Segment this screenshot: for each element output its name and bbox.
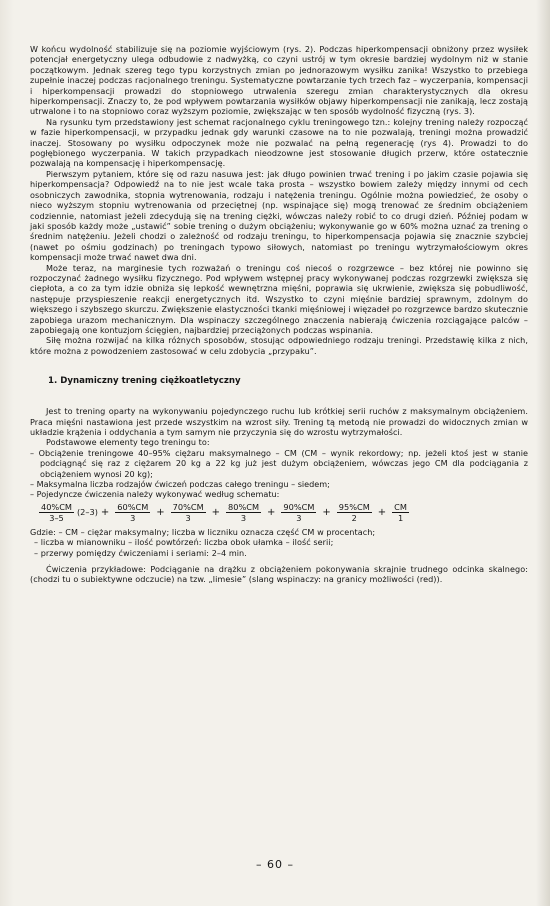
formula-fraction: $\frac{60\%CM}{3}$ — [117, 501, 149, 523]
list-item: – Pojedyncze ćwiczenia należy wykonywać według schematu: — [30, 489, 280, 500]
formula-plus: + — [211, 506, 221, 518]
paragraph-5: Siłę można rozwijać na kilka różnych sposobów, stosując odpowiedniego rodzaju treningi. Przedstawię kilka z nich, które można z powodzeniem zastosować w celu zdobycia „przypaku”. — [30, 335, 528, 356]
formula-plus: + — [377, 506, 387, 518]
paragraph-1: W końcu wydolność stabilizuje się na poziomie wyjściowym (rys. 2). Podczas hiperkompensacji obniżony przez wysiłek potencjał energetyczny ulega odbudowie z nadwyżką, co czyni ustrój w tym okresie bardziej wydolnym niż w stanie początkowym. Jednak szereg tego typu korzystnych zmian po jednorazowym wysiłku zanika! Wszystko to przebiega zupełnie inaczej podczas racjonalnego treningu. Systematyczne powtarzanie tych trzech faz – wyczerpania, kompensacji i hiperkompensacji prowadzi do stopniowego utrwalenia szeregu zmian charakterystycznych dla okresu hiperkompensacji. Znaczy to, że pod wpływem powtarzania wysiłków objawy hiperkompensacji nie zanikają, lecz zostają utrwalone i to na stopniowo coraz wyższym poziomie, zwiększając w ten sposób wydolność fizyczną (rys. 3). — [30, 44, 528, 117]
page-number: – 60 – — [256, 858, 294, 871]
formula-plus: + — [267, 506, 276, 518]
legend-line: – liczba w mianowniku – ilość powtórzeń: liczba obok ułamka – ilość serii; — [34, 537, 334, 548]
training-elements-list — [30, 448, 528, 500]
formula-plus: + — [156, 506, 165, 518]
paragraph-8: Ćwiczenia przykładowe: Podciąganie na drążku z obciążeniem pokonywania skrajnie trudnego odcinka skalnego: (chodzi tu o subiektywne odczucie) na tzw. „limesie” (slang wspinaczy: na granicy możliwości (red)). — [30, 564, 528, 585]
paragraph-2: Na rysunku tym przedstawiony jest schemat racjonalnego cyklu treningowego tzn.: kolejny trening należy rozpocząć w fazie hiperkompensacji, w przypadku jednak gdy warunki czasowe na to nie pozwalają, treningi można prowadzić inaczej. Stosowany po wysiłku odpoczynek może nie pozwalać na pełną regenerację (rys 4). Prowadzi to do pogłębionego wyczerpania. W takich przypadkach nieodzowne jest stosowanie długich przerw, które ostatecznie pozwalają na kompensację i hiperkompensację. — [30, 116, 528, 169]
list-item: – Obciążenie treningowe 40–95% ciężaru maksymalnego – CM (CM – wynik rekordowy; np. jeżeli ktoś jest w stanie podciągnąć się raz z ciężarem 20 kg a 22 kg już jest dużym obciążeniem, wówczas jego CM dla podciągania z obciążeniem wynosi 20 kg); — [30, 447, 528, 479]
list-item: – Maksymalna liczba rodzajów ćwiczeń podczas całego treningu – siedem; — [30, 479, 330, 490]
formula-fraction: $\frac{70\%CM}{3}$ — [172, 501, 204, 523]
formula-fraction: $\frac{CM}{1}$ — [394, 501, 407, 523]
formula-plus: + — [322, 506, 331, 518]
formula-series: (2–3) — [76, 507, 98, 518]
paragraph-4: Może teraz, na marginesie tych rozważań o treningu coś niecoś o rozgrzewce – bez której nie powinno się rozpoczynać żadnego wysiłku fizycznego. Pod wpływem wstępnej pracy wykonywanej podczas rozgrzewki zwiększa się ciepłota, a co za tym idzie obniża się lepkość wewnętrzna mięśni, poprawia się ukrwienie, zwiększa się pobudliwość, następuje przyspieszenie reakcji energetycznych itd. Wszystko to czyni mięśnie bardziej sprawnym, zdolnym do większego i szybszego skurczu. Zwiększenie elastyczności tkanki mięśniowej i więzadeł po rozgrzewce bardzo skutecznie zapobiega urazom mechanicznym. Dla wspinaczy szczególnego znaczenia nabierają ćwiczenia rozciągające palców – zapobiegają one kontuzjom ścięgien, najbardziej przeciążonych podczas wspinania. — [30, 262, 528, 335]
paragraph-6: Jest to trening oparty na wykonywaniu pojedynczego ruchu lub krótkiej serii ruchów z maksymalnym obciążeniem. Praca mięśni nastawiona jest przede wszystkim na wzrost siły. Trening tą metodą nie prowadzi do widocznych zmian w układzie krążenia i oddychania a tym samym nie przyczynia się do wzrostu wytrzymałości. — [30, 406, 528, 437]
formula-plus: + — [100, 506, 110, 518]
legend-line: Gdzie: – CM – ciężar maksymalny; liczba w liczniku oznacza część CM w procentach; — [30, 526, 376, 537]
section-heading: 1. Dynamiczny trening ciężkoatletyczny — [48, 376, 241, 387]
formula-fraction: $\frac{90\%CM}{3}$ — [283, 501, 315, 523]
formula-fraction: $\frac{80\%CM}{3}$ — [228, 501, 260, 523]
formula-fraction: $\frac{40\%CM}{3-5}$ — [41, 501, 72, 523]
training-formula — [36, 502, 528, 523]
paragraph-3: Pierwszym pytaniem, które się od razu nasuwa jest: jak długo powinien trwać trening i po jakim czasie pojawia się hiperkompensacja? Odpowiedź na to nie jest wcale taka prosta – wszystko bowiem zależy między innymi od cech osobniczych zawodnika, stopnia wytrenowania, rodzaju i natężenia treningu. Ogólnie można powiedzieć, że osoby o nieco wyższym stopniu wytrenowania od przeciętnej (np. wspinające się) mogą trenować ze średnim obciążeniem codziennie, natomiast jeżeli zdecydują się na trening ciężki, wówczas należy robić to co drugi dzień. Później podam w jaki sposób każdy może „ustawić” sobie trening o dużym obciążeniu; wykonywanie go w 60% można uznać za trening o średnim natężeniu. Jeżeli chodzi o zależność od rodzaju treningu, to hiperkompensacja pojawia się znacznie szybciej (nawet po ośmiu godzinach) po treningach typowo siłowych, natomiast po treningu wytrzymałościowym okres kompensacji może trwać nawet dwa dni. — [30, 168, 528, 263]
legend-line: – przerwy pomiędzy ćwiczeniami i seriami: 2–4 min. — [34, 547, 247, 558]
formula-fraction: $\frac{95\%CM}{2}$ — [338, 501, 370, 523]
paragraph-7: Podstawowe elementy tego treningu to: — [46, 437, 210, 448]
